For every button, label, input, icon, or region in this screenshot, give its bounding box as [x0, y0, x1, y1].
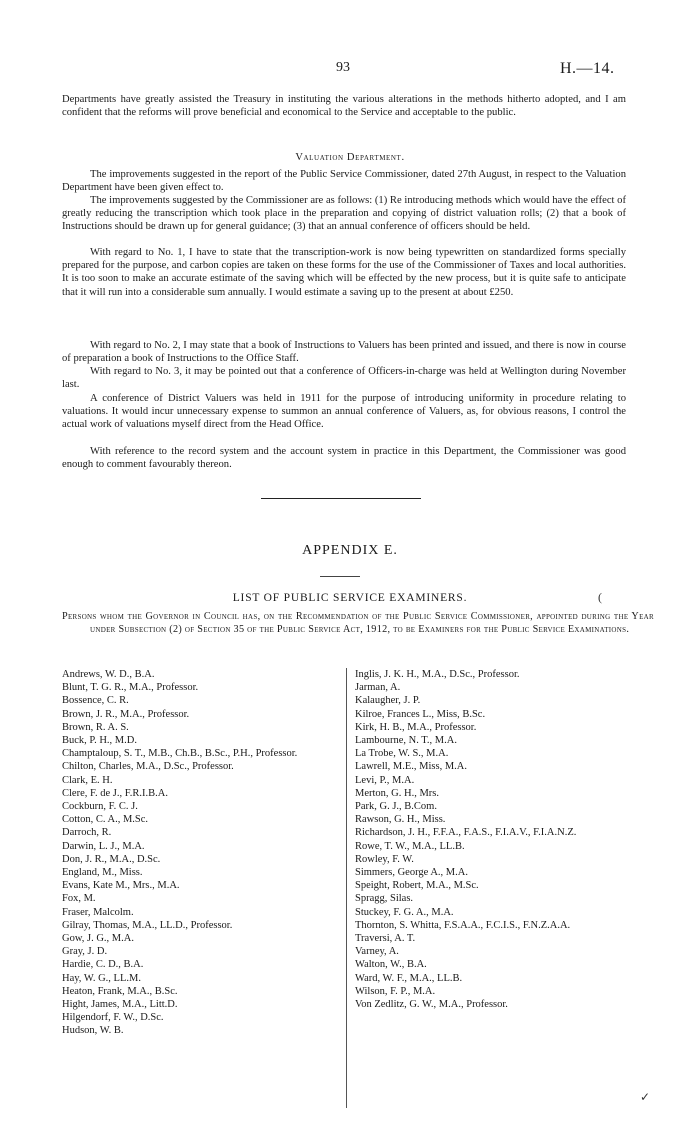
- examiner-entry: Lambourne, N. T., M.A.: [355, 735, 457, 747]
- examiner-entry: Rowley, F. W.: [355, 853, 414, 865]
- appendix-title: APPENDIX E.: [302, 543, 398, 558]
- examiner-entry: Park, G. J., B.Com.: [355, 801, 437, 813]
- persons-statement: Persons whom the Governor in Council has, on the Recommendation of the Public Service Commissioner, appointed during the Year under Subsection (2) of Section 35 of the Public Service Act, 1912, to be Examiners for the Public Service Examinations.: [62, 611, 654, 635]
- examiner-entry: Rowe, T. W., M.A., LL.B.: [355, 840, 465, 852]
- examiner-entry: Speight, Robert, M.A., M.Sc.: [355, 880, 479, 892]
- examiner-entry: Richardson, J. H., F.F.A., F.A.S., F.I.A.V., F.I.A.N.Z.: [355, 827, 577, 839]
- examiner-entry: Rawson, G. H., Miss.: [355, 814, 446, 826]
- examiner-entry: Gow, J. G., M.A.: [62, 933, 134, 945]
- examiner-entry: Buck, P. H., M.D.: [62, 735, 137, 747]
- list-title: LIST OF PUBLIC SERVICE EXAMINERS.: [232, 592, 468, 604]
- document-reference: H.—14.: [560, 60, 615, 77]
- examiner-entry: Von Zedlitz, G. W., M.A., Professor.: [355, 999, 508, 1011]
- valuation-paragraph-5: With regard to No. 3, it may be pointed out that a conference of Officers-in-charge was held at Wellington during November last.: [62, 366, 626, 391]
- appendix-rule: [320, 576, 360, 577]
- examiner-entry: Ward, W. F., M.A., LL.B.: [355, 972, 463, 984]
- section-divider: [261, 498, 421, 499]
- examiner-entry: Kalaugher, J. P.: [355, 695, 421, 707]
- examiner-entry: Lawrell, M.E., Miss, M.A.: [355, 761, 467, 773]
- examiner-entry: Levi, P., M.A.: [355, 774, 415, 786]
- examiner-entry: Don, J. R., M.A., D.Sc.: [62, 853, 161, 865]
- column-divider: [346, 668, 347, 1108]
- examiner-entry: Jarman, A.: [355, 682, 401, 694]
- examiner-entry: Wilson, F. P., M.A.: [355, 985, 436, 997]
- examiner-entry: Thornton, S. Whitta, F.S.A.A., F.C.I.S., F.N.Z.A.A.: [355, 919, 571, 931]
- examiner-entry: England, M., Miss.: [62, 867, 143, 879]
- valuation-paragraph-7: With reference to the record system and the account system in practice in this Department, the Commissioner was good enough to comment favourably thereon.: [62, 446, 626, 471]
- margin-tick-mark: ✓: [640, 1090, 651, 1104]
- valuation-paragraph-4: With regard to No. 2, I may state that a book of Instructions to Valuers has been printed and issued, and there is now in course of preparation a book of Instructions to the Office Staff.: [62, 340, 626, 365]
- examiner-entry: Hight, James, M.A., Litt.D.: [62, 999, 178, 1011]
- examiner-entry: Blunt, T. G. R., M.A., Professor.: [62, 682, 199, 694]
- examiner-entry: Varney, A.: [355, 946, 399, 958]
- examiner-entry: Fraser, Malcolm.: [62, 906, 134, 918]
- examiner-entry: Simmers, George A., M.A.: [355, 867, 468, 879]
- examiner-entry: Traversi, A. T.: [355, 933, 416, 945]
- examiner-entry: Gilray, Thomas, M.A., LL.D., Professor.: [62, 919, 233, 931]
- examiner-entry: Heaton, Frank, M.A., B.Sc.: [62, 985, 178, 997]
- examiner-entry: Evans, Kate M., Mrs., M.A.: [62, 880, 180, 892]
- examiner-entry: Clere, F. de J., F.R.I.B.A.: [62, 787, 168, 799]
- examiner-entry: Clark, E. H.: [62, 774, 113, 786]
- examiner-entry: Cockburn, F. C. J.: [62, 801, 138, 813]
- examiner-entry: Spragg, Silas.: [355, 893, 414, 905]
- valuation-paragraph-3: With regard to No. 1, I have to state that the transcription-work is now being typewritten on standardized forms specially prepared for the purpose, and carbon copies are taken on these forms for the use of the Commissioner of Taxes and local authorities. It is too soon to make an accurate estimate of the saving which will be effected by the new process, but it is quite safe to anticipate that it will run into a considerable sum annually. I would estimate a saving up to the present at about £250.: [62, 247, 626, 298]
- examiner-entry: Darwin, L. J., M.A.: [62, 840, 145, 852]
- examiner-entry: Merton, G. H., Mrs.: [355, 787, 439, 799]
- examiner-entry: Hilgendorf, F. W., D.Sc.: [62, 1012, 164, 1024]
- examiner-entry: Hardie, C. D., B.A.: [62, 959, 144, 971]
- examiner-entry: La Trobe, W. S., M.A.: [355, 748, 449, 760]
- valuation-department-heading: Valuation Department.: [295, 152, 405, 163]
- examiner-entry: Brown, R. A. S.: [62, 721, 129, 733]
- examiner-entry: Fox, M.: [62, 893, 96, 905]
- examiner-entry: Chilton, Charles, M.A., D.Sc., Professor.: [62, 761, 234, 773]
- examiner-entry: Inglis, J. K. H., M.A., D.Sc., Professor.: [355, 669, 520, 680]
- examiner-entry: Walton, W., B.A.: [355, 959, 427, 971]
- examiner-entry: Bossence, C. R.: [62, 695, 129, 707]
- examiner-entry: Darroch, R.: [62, 827, 112, 839]
- valuation-paragraph-6: A conference of District Valuers was held in 1911 for the purpose of introducing uniformity in procedure relating to valuations. It would incur unnecessary expense to summon an annual conference of Valuers, as, for obvious reasons, I control the actual work of valuations myself direct from the Head Office.: [62, 393, 626, 431]
- examiner-entry: Hay, W. G., LL.M.: [62, 972, 141, 984]
- valuation-paragraph-2: The improvements suggested by the Commissioner are as follows: (1) Re introducing methods which would have the effect of greatly reducing the transcription which took place in the preparation and copying of district valuation rolls; (2) that a book of Instructions should be drawn up for general guidance; (3) that an annual conference of officers should be held.: [62, 195, 626, 233]
- examiner-entry: Stuckey, F. G. A., M.A.: [355, 906, 454, 918]
- page-number: 93: [336, 60, 350, 75]
- examiner-entry: Kirk, H. B., M.A., Professor.: [355, 721, 477, 733]
- margin-pencil-mark: (: [598, 590, 602, 604]
- examiner-entry: Champtaloup, S. T., M.B., Ch.B., B.Sc., P.H., Professor.: [62, 748, 298, 760]
- examiner-entry: Brown, J. R., M.A., Professor.: [62, 708, 190, 720]
- examiner-entry: Kilroe, Frances L., Miss, B.Sc.: [355, 708, 486, 720]
- examiner-entry: Hudson, W. B.: [62, 1025, 124, 1037]
- examiners-list-right: [355, 668, 617, 1011]
- valuation-paragraph-1: The improvements suggested in the report of the Public Service Commissioner, dated 27th August, in respect to the Valuation Department have been given effect to.: [62, 169, 626, 194]
- examiner-entry: Andrews, W. D., B.A.: [62, 669, 155, 680]
- intro-paragraph: Departments have greatly assisted the Treasury in instituting the various alterations in the methods hitherto adopted, and I am confident that the reforms will prove beneficial and economical to the Service and acceptable to the public.: [62, 94, 626, 119]
- examiner-entry: Gray, J. D.: [62, 946, 108, 958]
- examiners-list-left: [62, 668, 338, 1038]
- examiner-entry: Cotton, C. A., M.Sc.: [62, 814, 149, 826]
